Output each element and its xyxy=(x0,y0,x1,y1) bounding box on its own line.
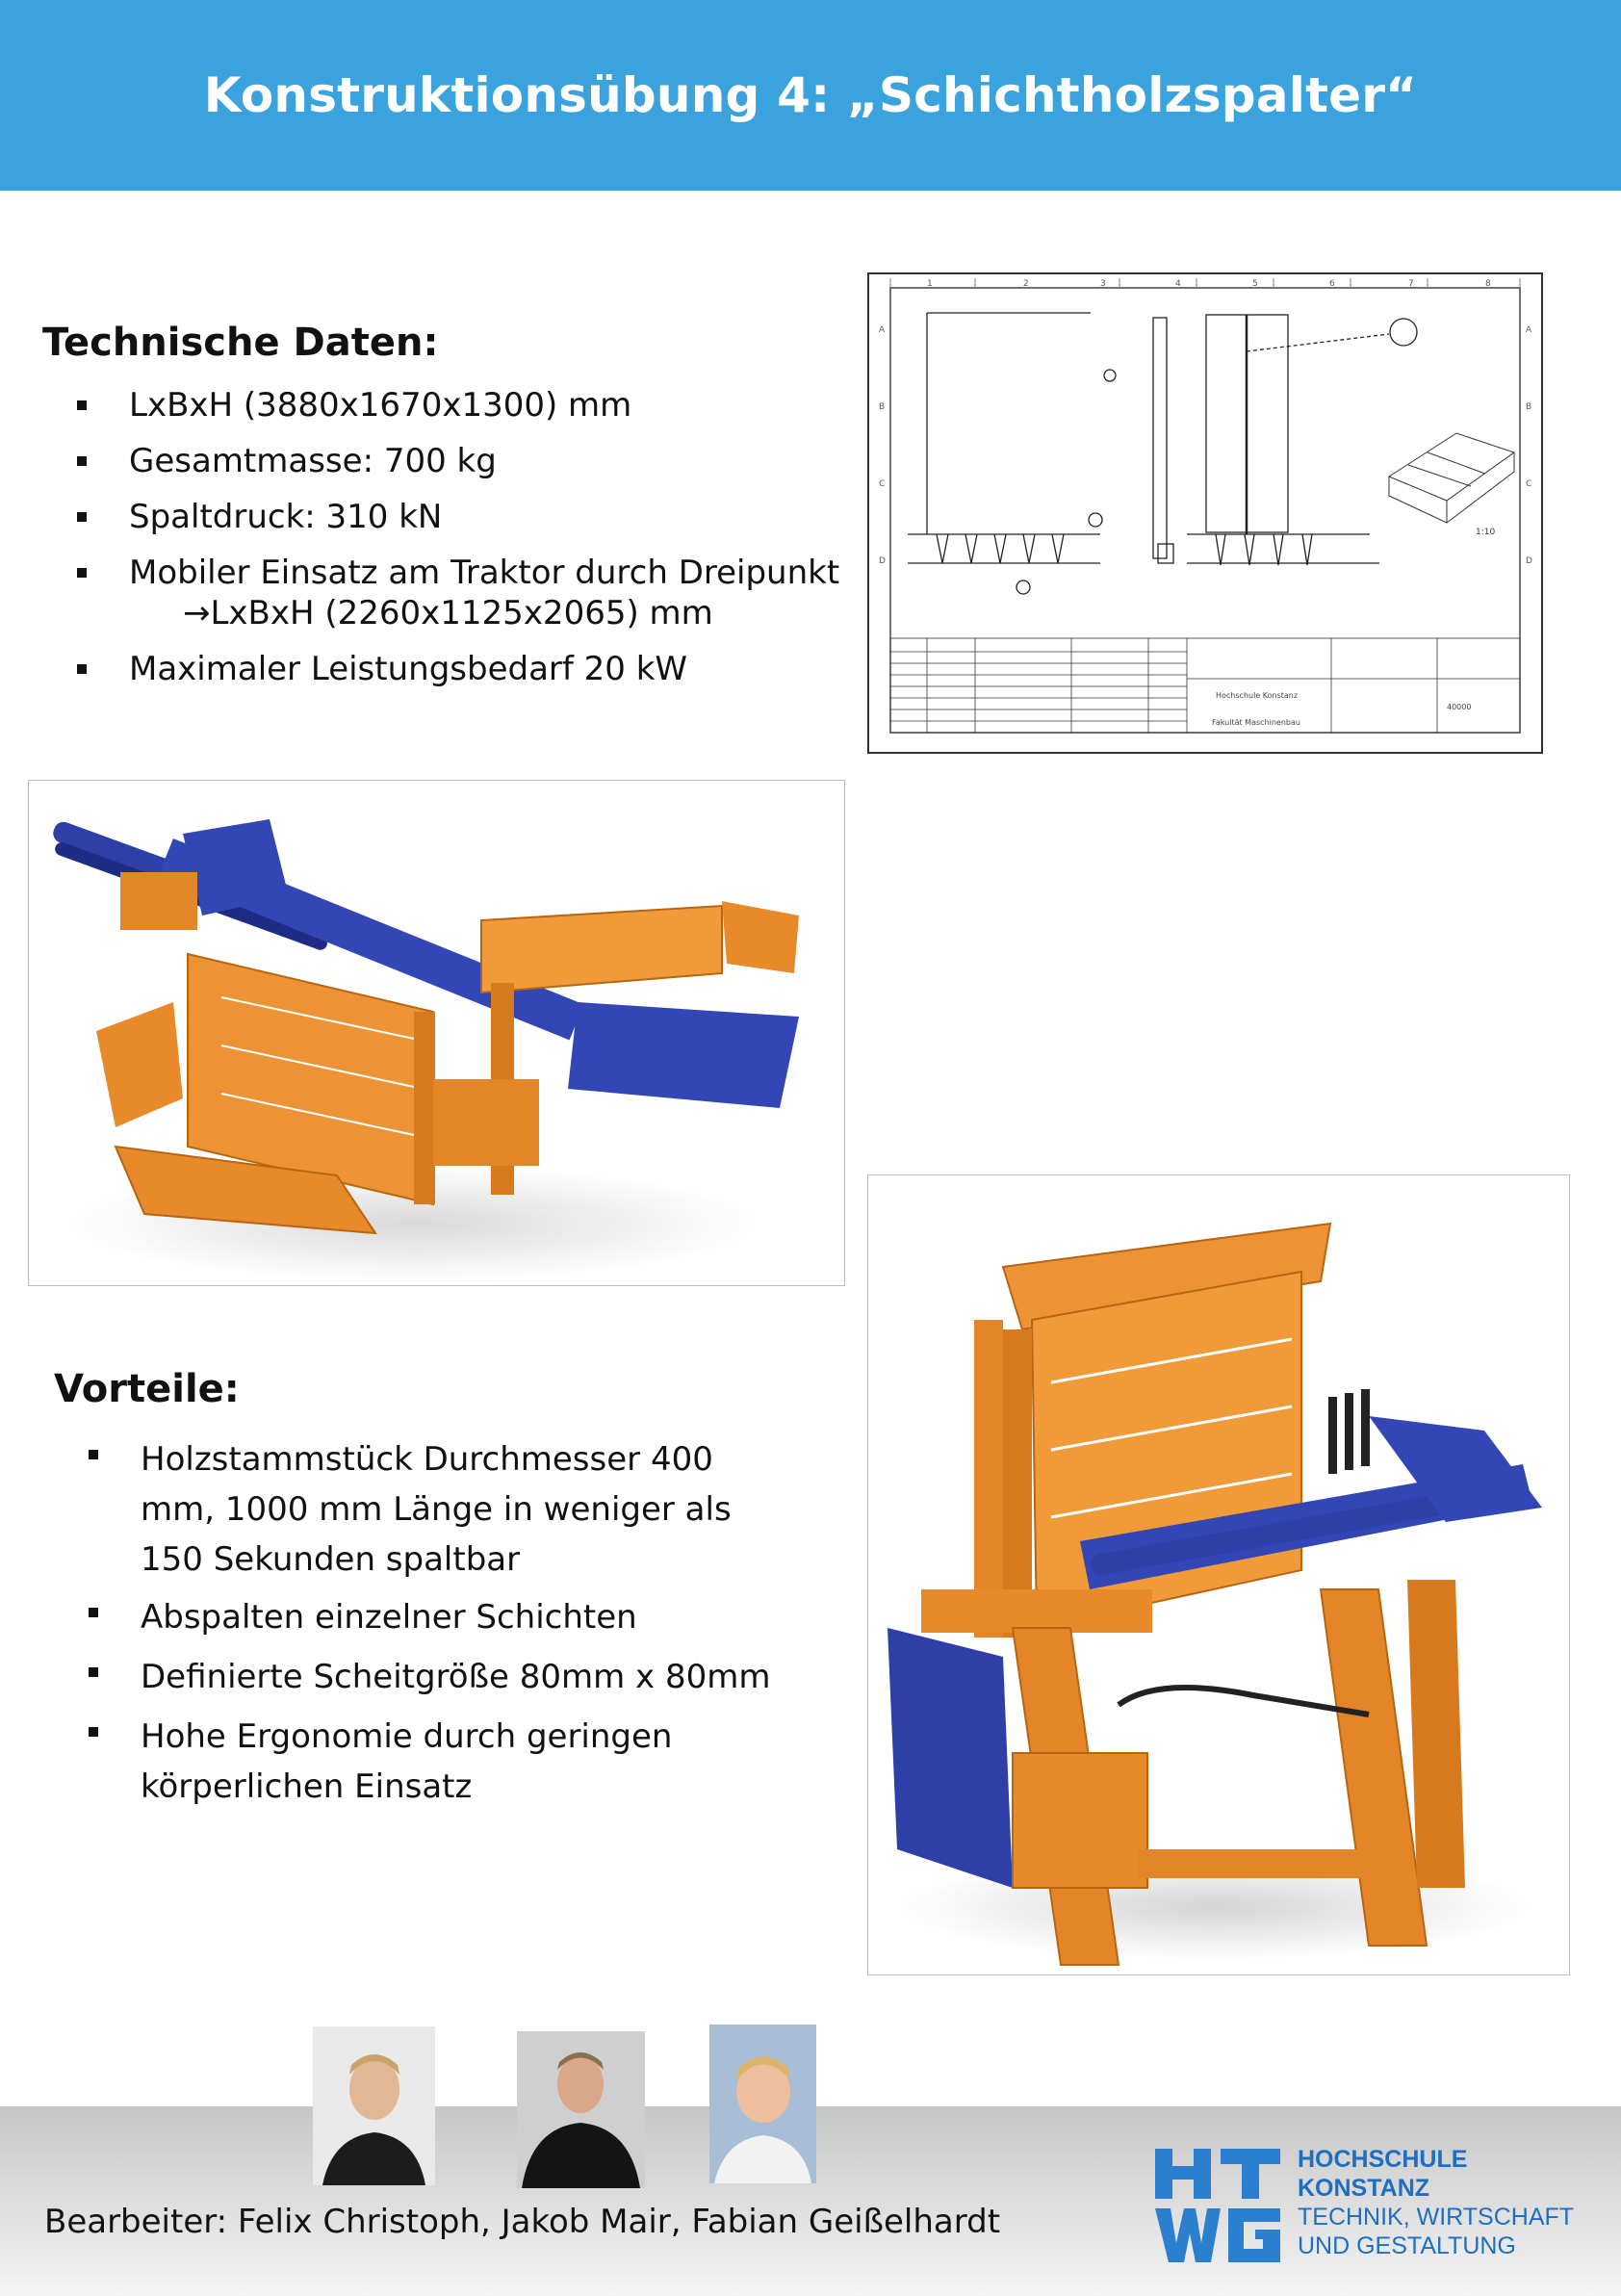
svg-text:2: 2 xyxy=(1023,279,1029,289)
machine-render-side xyxy=(29,781,844,1285)
drawing-scale: 1:10 xyxy=(1476,528,1496,537)
list-item: Gesamtmasse: 700 kg xyxy=(42,441,870,481)
person-avatar-icon xyxy=(517,2031,645,2188)
portrait-photo xyxy=(313,2026,435,2185)
list-item: Spaltdruck: 310 kN xyxy=(42,497,870,537)
svg-text:8: 8 xyxy=(1485,279,1491,289)
list-item: Maximaler Leistungsbedarf 20 kW xyxy=(42,649,870,689)
svg-text:4: 4 xyxy=(1175,279,1181,289)
svg-text:A: A xyxy=(879,325,886,335)
svg-text:B: B xyxy=(879,402,886,412)
advantages-title: Vorteile: xyxy=(54,1367,240,1411)
technical-drawing xyxy=(867,272,1543,754)
svg-text:D: D xyxy=(879,556,886,566)
machine-render-front xyxy=(868,1175,1569,1974)
list-item: Holzstammstück Durchmesser 400 mm, 1000 mm Länge in weniger als 150 Sekunden spaltbar xyxy=(54,1434,785,1585)
logo-line: KONSTANZ xyxy=(1298,2175,1430,2202)
drawing-svg xyxy=(869,274,1541,752)
page-header xyxy=(0,0,1621,191)
svg-text:7: 7 xyxy=(1408,279,1414,289)
person-avatar-icon xyxy=(313,2026,435,2185)
portrait-photo xyxy=(709,2025,816,2183)
portrait-photo xyxy=(517,2031,645,2188)
svg-text:C: C xyxy=(1526,479,1532,489)
list-item: Hohe Ergonomie durch geringen körperlichen Einsatz xyxy=(54,1712,785,1812)
person-avatar-icon xyxy=(709,2025,816,2183)
logo-line: TECHNIK, WIRTSCHAFT xyxy=(1298,2204,1575,2231)
htwg-logo-icon xyxy=(1155,2149,1280,2262)
page-title: Konstruktionsübung 4: „Schichtholzspalter“ xyxy=(203,67,1418,123)
drawing-number: 40000 xyxy=(1447,703,1472,711)
list-item: Definierte Scheitgröße 80mm x 80mm xyxy=(54,1652,785,1702)
svg-text:B: B xyxy=(1526,402,1532,412)
logo-line: UND GESTALTUNG xyxy=(1298,2232,1516,2259)
render-front-view xyxy=(867,1174,1570,1975)
drawing-department: Fakultät Maschinenbau xyxy=(1212,718,1300,727)
list-sub-item xyxy=(42,593,870,633)
svg-text:1: 1 xyxy=(927,279,933,289)
svg-text:3: 3 xyxy=(1100,279,1106,289)
list-item: Mobiler Einsatz am Traktor durch Dreipunkt xyxy=(42,553,870,593)
technical-data-list xyxy=(42,385,870,689)
svg-text:A: A xyxy=(1526,325,1532,335)
logo-text xyxy=(1298,2145,1574,2260)
svg-text:D: D xyxy=(1526,556,1532,566)
credits: Bearbeiter: Felix Christoph, Jakob Mair, Fabian Geißelhardt xyxy=(44,2203,1001,2241)
list-item: LxBxH (3880x1670x1300) mm xyxy=(42,385,870,426)
render-side-view xyxy=(28,780,845,1286)
svg-text:C: C xyxy=(879,479,886,489)
logo-line: HOCHSCHULE xyxy=(1298,2146,1468,2173)
list-item: Abspalten einzelner Schichten xyxy=(54,1592,785,1642)
advantages-list xyxy=(54,1434,785,1812)
technical-data-title: Technische Daten: xyxy=(42,321,439,365)
drawing-institution: Hochschule Konstanz xyxy=(1216,691,1299,700)
svg-text:5: 5 xyxy=(1252,279,1258,289)
dimension-sub-item: →LxBxH (2260x1125x2065) mm xyxy=(183,594,713,632)
svg-text:6: 6 xyxy=(1329,279,1335,289)
